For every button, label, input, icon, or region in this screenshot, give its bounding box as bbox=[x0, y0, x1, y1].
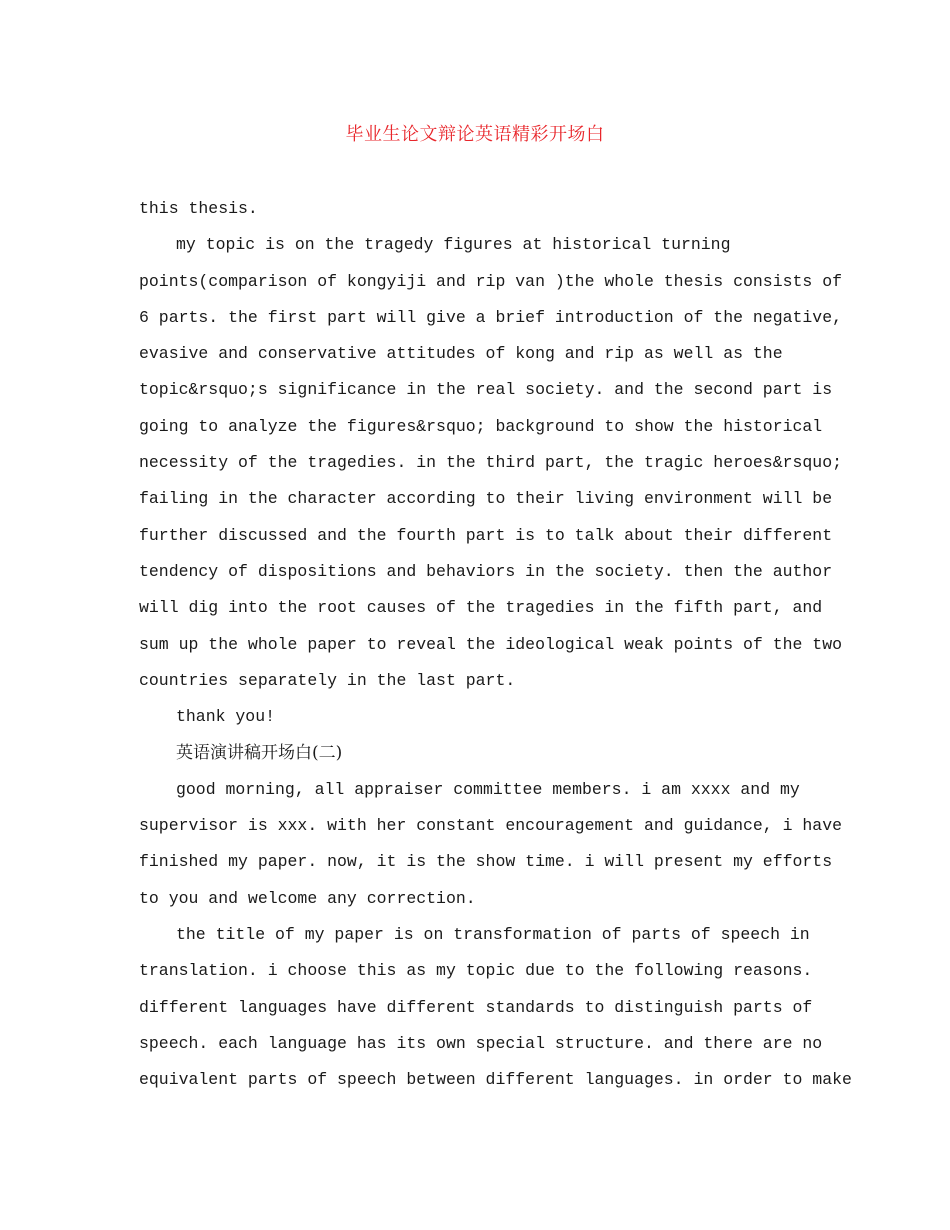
text-line: thank you! bbox=[176, 707, 276, 727]
text-line: going to analyze the figures&rsquo; background to show the historical bbox=[139, 416, 823, 436]
document-title: 毕业生论文辩论英语精彩开场白 bbox=[345, 124, 605, 145]
text-line: evasive and conservative attitudes of kong and rip as well as the bbox=[139, 344, 783, 364]
text-line: sum up the whole paper to reveal the ideological weak points of the two bbox=[139, 634, 843, 654]
text-line: my topic is on the tragedy figures at historical turning bbox=[176, 235, 731, 255]
text-line: further discussed and the fourth part is to talk about their different bbox=[139, 525, 833, 545]
text-line: points(comparison of kongyiji and rip van )the whole thesis consists of bbox=[139, 271, 843, 291]
text-line: supervisor is xxx. with her constant encouragement and guidance, i have bbox=[139, 816, 843, 836]
text-line: to you and welcome any correction. bbox=[139, 888, 476, 908]
text-line: equivalent parts of speech between different languages. in order to make bbox=[139, 1070, 852, 1090]
text-line: this thesis. bbox=[139, 199, 258, 218]
text-line: 6 parts. the first part will give a brief introduction of the negative, bbox=[139, 307, 843, 327]
text-line: the title of my paper is on transformation of parts of speech in bbox=[176, 924, 810, 944]
text-line: will dig into the root causes of the tragedies in the fifth part, and bbox=[139, 598, 823, 618]
text-line: tendency of dispositions and behaviors in the society. then the author bbox=[139, 561, 833, 581]
section-heading: 英语演讲稿开场白(二) bbox=[176, 743, 343, 764]
text-line: topic&rsquo;s significance in the real society. and the second part is bbox=[139, 380, 833, 400]
text-line: good morning, all appraiser committee members. i am xxxx and my bbox=[176, 779, 800, 799]
text-line: speech. each language has its own special structure. and there are no bbox=[139, 1033, 823, 1053]
text-line: necessity of the tragedies. in the third part, the tragic heroes&rsquo; bbox=[139, 453, 843, 473]
text-line: countries separately in the last part. bbox=[139, 670, 516, 690]
text-line: failing in the character according to their living environment will be bbox=[139, 489, 833, 509]
document-body bbox=[139, 197, 852, 1104]
text-line: finished my paper. now, it is the show time. i will present my efforts bbox=[139, 852, 833, 872]
text-line: different languages have different standards to distinguish parts of bbox=[139, 997, 813, 1017]
text-line: translation. i choose this as my topic due to the following reasons. bbox=[139, 961, 813, 981]
